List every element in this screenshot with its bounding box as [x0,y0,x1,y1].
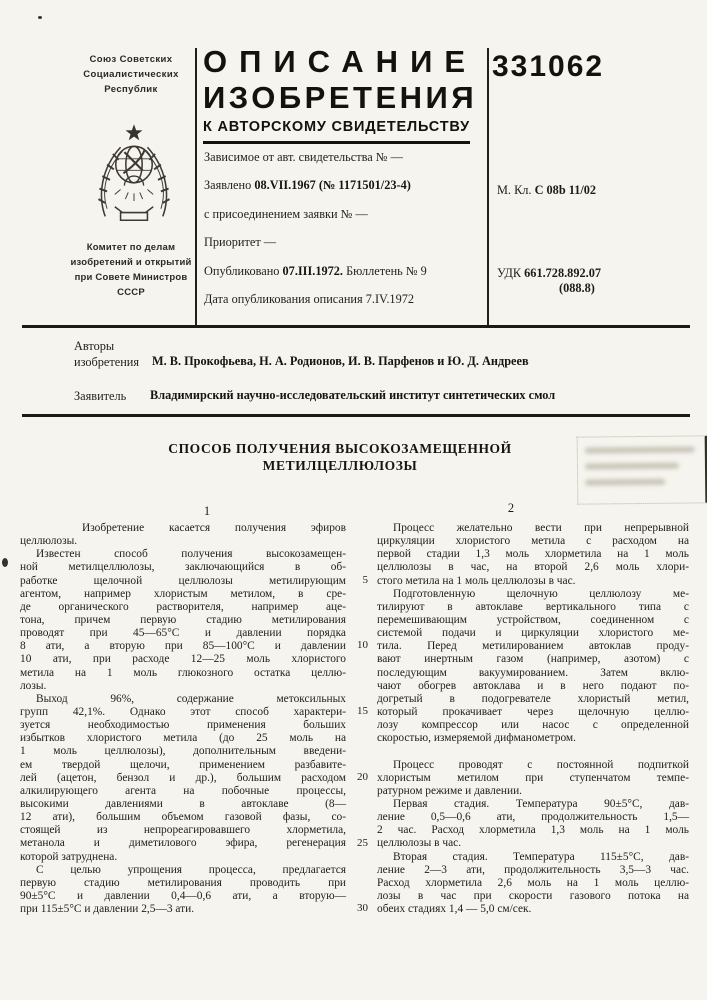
bibliographic-field-row [204,150,484,178]
body-text-line: первой стадии 1,3 моль хлорметила на 1 моль [377,548,689,561]
applicant-name: Владимирский научно-исследовательский институт синтетических смол [150,388,556,402]
field-suffix: — [387,150,403,164]
body-text-line: вают инертным газом (например, азотом) с [377,653,689,666]
authors-names: М. В. Прокофьева, Н. А. Родионов, И. В. Парфенов и Ю. Д. Андреев [152,354,529,368]
body-text-line: обеих стадиях 1,4 — 5,0 см/сек. [377,903,532,916]
patent-number: 331062 [492,50,605,83]
body-text-line: ление 2—3 ати, продолжительность 3,5—3 час. [377,863,689,876]
body-text-line: лозу компрессор или насос с определенной [377,719,689,732]
ipc-class [497,183,697,198]
field-label: Приоритет [204,235,261,250]
field-value: 08.VII.1967 (№ 1171501/23-4) [251,178,411,193]
body-text-line: последующим вакуумированием. Затем вклю- [377,666,689,679]
committee-name-line: изобретений и открытий [70,257,192,268]
body-text-line: проводят при 45—65°С и давлении порядка [20,627,346,640]
body-text-line: де органического растворителя, например аце- [20,600,346,613]
ipc-class-label: М. Кл. [497,183,532,197]
margin-line-number: 20 [357,770,368,783]
header-rule [22,325,690,328]
body-text-line: алкилирующего агента на побочные процессы, [20,784,346,797]
body-text-line: метанола и диметилового эфира, регенерация [20,837,346,850]
stamp-faded-text-line [585,463,679,470]
body-text-line: Расход хлорметила 2,6 моль на 1 моль целлю- [377,876,689,889]
line-number-gutter [346,522,368,922]
body-text-line [377,745,689,758]
body-text-line: 2 час. Расход хлорметила 1,3 моль на 1 моль [377,824,689,837]
body-text-line: стого метила на 1 моль целлюлозы в час. [377,574,576,587]
body-column-2 [377,522,689,916]
authors-label-line1: Авторы [74,339,115,353]
document-title-line2: ИЗОБРЕТЕНИЯ [203,80,478,115]
body-text-line: 90±5°С и давлении 0,4—0,6 ати, а вторую— [20,889,346,902]
body-text-line: Известен способ получения высокозамещен- [36,548,346,561]
document-title [203,44,479,144]
committee-name [46,240,216,300]
body-text-line: С целью упрощения процесса, предлагается [36,863,346,876]
body-text-line: тила. Перед метилированием автоклав проду- [377,640,689,653]
body-text-line: чают обогрев автоклава и в него подают по- [377,679,689,692]
body-text-line: 12 ати), большим объемом газовой фазы, со- [20,811,346,824]
body-text-line: лей (ацетон, бензол и др.), большим расходом [20,771,346,784]
margin-line-number: 5 [362,573,368,586]
body-text-line: стоящей из непрореагировавшего хлорметила, [20,824,346,837]
body-text-line: перемешивающим устройством, соединенном с [377,613,689,626]
union-name-line: Республик [104,84,158,95]
bibliographic-field-row [204,264,484,292]
body-text-line: 1 моль целлюлозы), дополнительным введени- [20,745,346,758]
body-text-line: целлюлозы в час. [377,837,462,850]
invention-title [150,441,530,474]
stamp-faded-text-line [585,479,665,486]
field-label: Заявлено [204,178,252,193]
body-text-line: Процесс проводят с постоянной подпиткой [393,758,689,771]
library-stamp [577,435,707,504]
udk-sub-value: (088.8) [559,281,595,295]
margin-line-number: 10 [357,639,368,652]
body-text-line: догретый в подогревателе хлористый метил, [377,692,689,705]
scan-artifact [38,16,42,19]
body-text-line: 8 ати, а вторую при 85—100°С и давлении [20,640,346,653]
body-text-line: лозы. [20,679,47,692]
udk-label: УДК [497,266,522,280]
body-text-line: ление 0,5—0,6 ати, продолжительность 1,5— [377,811,689,824]
body-text-line: Первая стадия. Температура 90±5°С, дав- [393,797,689,810]
field-label: Дата опубликования описания [204,291,363,306]
union-name [52,52,210,97]
field-value: 07.III.1972. [279,263,343,278]
body-text-line: Подготовленную щелочную целлюлозу ме- [393,587,689,600]
body-text-line: целлюлозы в час, на второй 2,6 моль хлори- [377,561,689,574]
bibliographic-field-row [204,292,484,320]
body-text-line: тилируют в автоклаве вертикального типа с [377,600,689,613]
body-text-line: которой затруднена. [20,850,118,863]
body-text-line: ратурном режиме и давлении. [377,784,523,797]
body-text-line: лозы в час при скорости газового потока на [377,889,689,902]
document-subtitle: К АВТОРСКОМУ СВИДЕТЕЛЬСТВУ [203,119,470,144]
field-label: Опубликовано [204,263,280,278]
body-text-line: скоростью, измеряемой дифманометром. [377,732,576,745]
body-text-line: который прокачивает через щелочную целлю- [377,705,689,718]
udk-class [497,266,697,296]
body-text-line: тона, причем первую стадию метилирования [20,613,346,626]
bibliographic-fields [204,150,484,320]
invention-title-line2: МЕТИЛЦЕЛЛЮЛОЗЫ [262,457,418,473]
body-text-line: Изобретение касается получения эфиров [82,522,346,534]
body-text-line: ем твердой щелочи, применением разбавите- [20,758,346,771]
body-text-line: зуется необходимостью применения больших [20,719,346,732]
header-divider-right [487,48,489,326]
bibliographic-field-row [204,235,484,263]
field-label: Зависимое от авт. свидетельства № [204,150,388,164]
body-text-line: ной метилцеллюлозы, заключающийся в об- [20,561,346,574]
field-suffix: — [352,206,368,221]
ipc-class-value: С 08b 11/02 [534,183,597,197]
authors-label-line2: изобретения [74,355,140,369]
field-suffix: Бюллетень № 9 [343,263,427,278]
bibliographic-field-row [204,178,484,206]
body-text-line: агентом, например хлористым метилом, в сре- [20,587,346,600]
body-text-line: метила на 1 моль глюкозного остатка целлю- [20,666,346,679]
body-text-line: системой подачи и циркуляции хлористого ме- [377,627,689,640]
body-text-line: при 115±5°С и давлении 2,5—3 ати. [20,903,195,916]
committee-name-line: СССР [117,287,145,298]
body-text-line: Выход 96%, содержание метоксильных [36,692,346,705]
body-column-1 [20,522,346,916]
body-text-line: Вторая стадия. Температура 115±5°С, дав- [393,850,689,863]
authors-rule [22,414,690,417]
field-suffix: 7.IV.1972 [362,291,415,306]
body-text-line: работке щелочной целлюлозы метилирующим [20,574,346,587]
invention-title-line1: СПОСОБ ПОЛУЧЕНИЯ ВЫСОКОЗАМЕЩЕННОЙ [168,441,512,456]
body-text-line: хлористым метилом при ступенчатом темпе- [377,771,689,784]
body-text-line: целлюлозы. [20,535,78,548]
body-text-line: Процесс желательно вести при непрерывной [393,522,689,534]
body-text-line: циркуляции хлористого метила с расходом на [377,535,689,548]
body-text-line: групп 42,1%. Однако этот способ характери- [20,705,346,718]
document-title-line1: ОПИСАНИЕ [203,44,478,79]
margin-line-number: 30 [357,902,368,915]
field-label: с присоединением заявки № [204,206,353,221]
header-divider-left [195,48,197,326]
body-text-line: 10 ати, при расходе 12—25 моль хлористого [20,653,346,666]
committee-name-line: Комитет по делам [86,242,176,253]
stamp-faded-text-line [585,446,695,453]
column-2-number: 2 [507,501,515,515]
ussr-coat-of-arms-icon [86,118,182,238]
union-name-line: Социалистических [83,69,179,80]
udk-value: 661.728.892.07 [524,266,601,280]
applicant-label: Заявитель [74,389,127,403]
column-1-number: 1 [203,504,211,518]
star-icon [126,124,143,140]
scan-artifact [2,558,8,567]
committee-name-line: при Совете Министров [74,272,188,283]
union-name-line: Союз Советских [89,54,173,65]
field-suffix: — [260,235,277,250]
body-text-line: первую стадию метилирования проводить при [20,876,346,889]
body-text-line: избытков хлористого метила (до 25 моль на [20,732,346,745]
margin-line-number: 15 [357,705,368,718]
body-text-line: высокими давлениями в автоклаве (8— [20,797,346,810]
margin-line-number: 25 [357,836,368,849]
bibliographic-field-row [204,207,484,235]
